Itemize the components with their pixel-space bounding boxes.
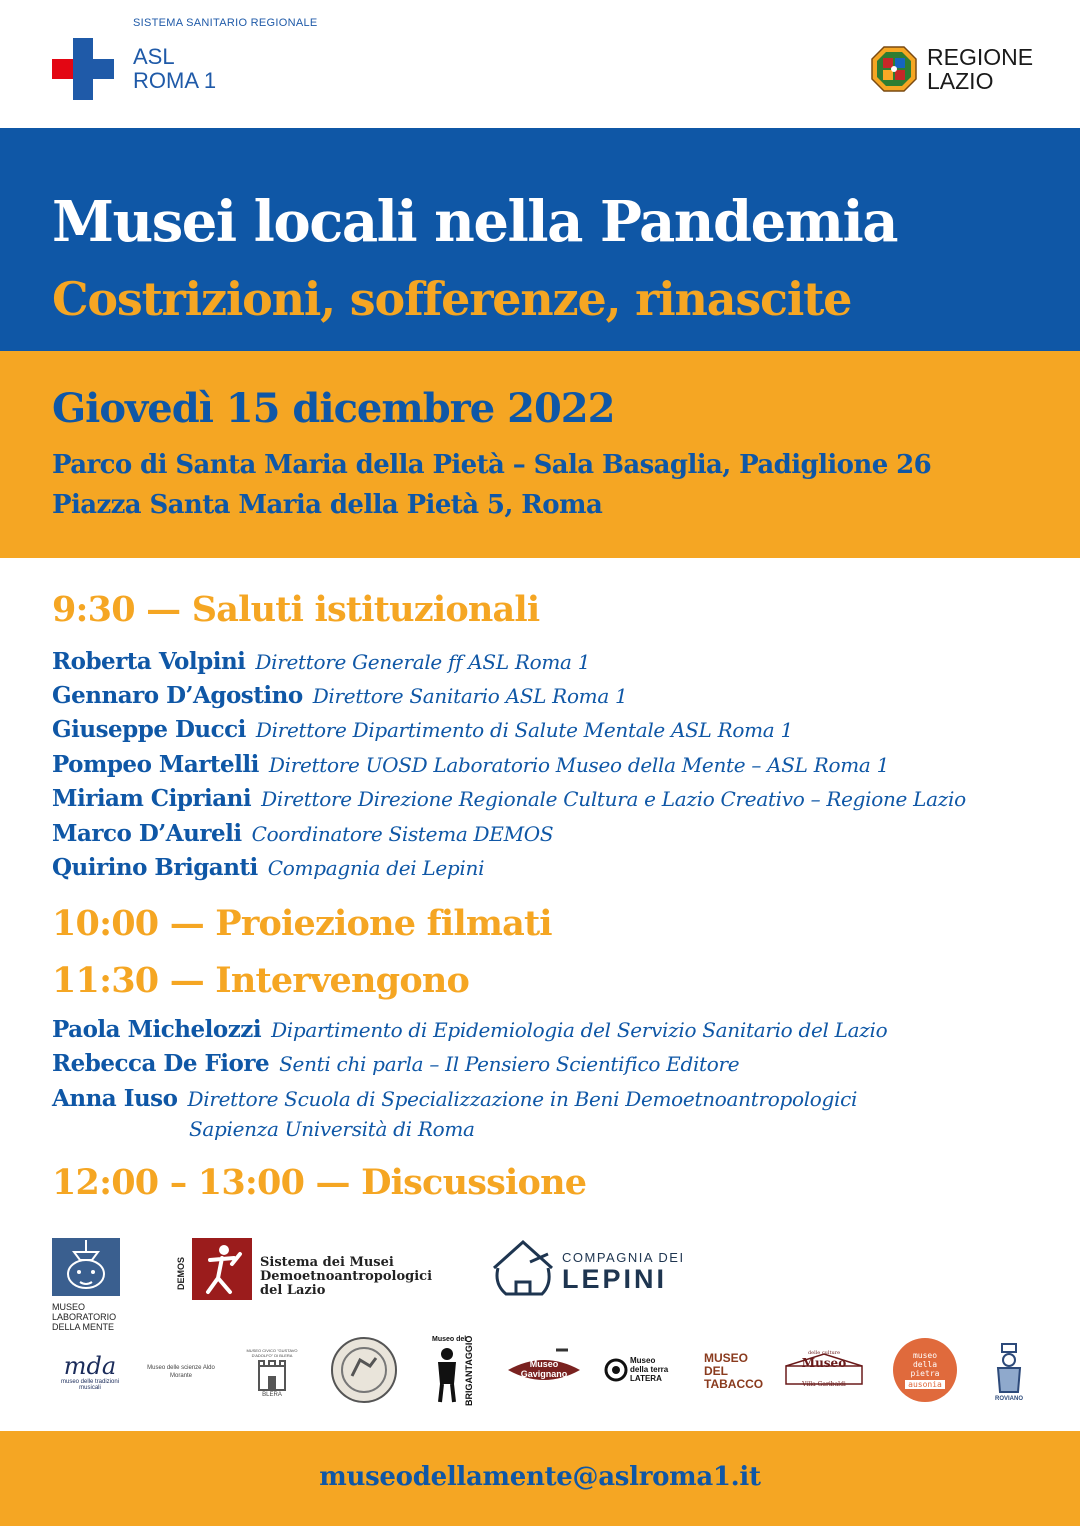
demos-line2: Demoetnoantropologici [260, 1269, 433, 1284]
event-title: Musei locali nella Pandemia [52, 189, 898, 255]
speaker-name: Anna Iuso [52, 1085, 178, 1112]
lepini-house-icon [490, 1238, 556, 1302]
speaker-role: Direttore Generale ff ASL Roma 1 [255, 650, 591, 674]
speaker-name: Gennaro D’Agostino [52, 682, 303, 709]
speaker-row [52, 1016, 887, 1044]
session-heading-saluti: 9:30 — Saluti istituzionali [52, 589, 540, 630]
latera-swirl-icon [604, 1358, 628, 1382]
regione-lazio-text [927, 45, 1033, 93]
asl-line1: ASL [133, 44, 175, 69]
culture-line2: delle culture [807, 1350, 841, 1356]
brigantaggio-side: BRIGANTAGGIO [464, 1335, 474, 1406]
speaker-name: Paola Michelozzi [52, 1016, 262, 1043]
pietra-line3: pietra [910, 1369, 940, 1378]
event-venue-line1: Parco di Santa Maria della Pietà – Sala Basaglia, Padiglione 26 [52, 450, 932, 480]
speaker-role: Direttore Direzione Regionale Cultura e Lazio Creativo – Regione Lazio [261, 787, 966, 811]
speaker-row [52, 716, 793, 744]
page-header [0, 0, 1080, 128]
speaker-row [52, 682, 627, 710]
speaker-name: Rebecca De Fiore [52, 1050, 270, 1077]
speaker-row [52, 1050, 739, 1078]
speaker-row [52, 854, 484, 882]
brigantaggio-top: Museo del [432, 1336, 467, 1343]
tabacco-line1: MUSEO [704, 1350, 749, 1365]
region-line2: LAZIO [927, 68, 994, 94]
museo-terra-latera-logo [604, 1354, 678, 1388]
event-venue-line2: Piazza Santa Maria della Pietà 5, Roma [52, 490, 603, 520]
speaker-name: Pompeo Martelli [52, 751, 259, 778]
pietra-line4: ausonia [905, 1380, 945, 1389]
speaker-row [52, 1085, 857, 1113]
gavignano-text: Museo Gavignano [520, 1359, 568, 1379]
blera-bottom: BLERA [262, 1392, 282, 1398]
speaker-role: Senti chi parla – Il Pensiero Scientifico Editore [279, 1052, 740, 1076]
museo-pietra-logo [893, 1338, 957, 1402]
demos-tag: DEMOS [176, 1256, 186, 1290]
speaker-role: Direttore Dipartimento di Salute Mentale ASL Roma 1 [255, 718, 793, 742]
speaker-name: Roberta Volpini [52, 648, 246, 675]
session-heading-filmati: 10:00 — Proiezione filmati [52, 903, 552, 944]
museo-scienze-text: Museo delle scienze Aldo Morante [147, 1365, 215, 1379]
museo-blera-logo [244, 1340, 300, 1406]
museo-scienze-logo [140, 1354, 222, 1390]
speaker-role: Dipartimento di Epidemiologia del Servizio Sanitario del Lazio [271, 1018, 888, 1042]
contact-email-link[interactable]: museodellamente@aslroma1.it [319, 1462, 761, 1492]
latera-line3: LATERA [630, 1374, 662, 1383]
regione-lazio-emblem-icon [871, 46, 917, 92]
speaker-name: Miriam Cipriani [52, 785, 252, 812]
tabacco-line3: TABACCO [704, 1376, 764, 1391]
museo-tabacco-logo [704, 1348, 764, 1394]
speaker-row [52, 751, 889, 779]
culture-line1: Museo [801, 1356, 847, 1370]
session-heading-discussione: 12:00 – 13:00 — Discussione [52, 1162, 587, 1203]
mda-mark: mda [63, 1352, 117, 1380]
pietra-line1: museo [912, 1351, 938, 1360]
museo-laboratorio-mente-logo [52, 1238, 122, 1330]
speaker-row [52, 648, 590, 676]
tabacco-line2: DEL [704, 1363, 728, 1378]
mda-logo [50, 1350, 130, 1394]
compagnia-lepini-logo [490, 1238, 690, 1304]
asl-system-label: SISTEMA SANITARIO REGIONALE [133, 17, 318, 29]
museo-mente-line3: DELLA MENTE [52, 1322, 115, 1332]
speaker-role: Direttore Scuola di Specializzazione in Beni Demoetnoantropologici [187, 1087, 858, 1111]
museo-roviano-logo [986, 1338, 1032, 1406]
demos-figure-icon [192, 1238, 252, 1300]
speaker-row [52, 820, 553, 848]
speaker-role-continuation: Sapienza Università di Roma [189, 1117, 475, 1141]
museo-mente-head-icon [52, 1238, 120, 1296]
latera-line2: della terra [630, 1365, 669, 1374]
demos-line3: del Lazio [260, 1283, 326, 1298]
event-date: Giovedì 15 dicembre 2022 [52, 385, 615, 432]
speaker-name: Marco D’Aureli [52, 820, 242, 847]
blera-tower-icon [255, 1358, 289, 1392]
pietra-line2: della [912, 1360, 938, 1369]
asl-line2: ROMA 1 [133, 68, 217, 93]
event-subtitle: Costrizioni, sofferenze, rinascite [52, 272, 852, 326]
demos-logo [176, 1238, 446, 1302]
latera-line1: Museo [630, 1356, 656, 1365]
mda-sub: museo delle tradizioni musicali [60, 1379, 120, 1391]
speaker-role: Coordinatore Sistema DEMOS [251, 822, 554, 846]
asl-cross-icon [52, 38, 114, 100]
blera-top: MUSEO CIVICO "GUSTAVO D'ADOLFO" DI BLERA [246, 1348, 298, 1358]
speaker-role: Compagnia dei Lepini [267, 856, 485, 880]
speaker-name: Quirino Briganti [52, 854, 258, 881]
speaker-role: Direttore Sanitario ASL Roma 1 [312, 684, 628, 708]
region-line1: REGIONE [927, 44, 1034, 70]
asl-logo-text [133, 45, 216, 93]
demos-line1: Sistema dei Musei [260, 1255, 394, 1270]
roviano-text: ROVIANO [994, 1396, 1023, 1402]
culture-line3: Villa Garibaldi [802, 1381, 846, 1388]
museo-mente-line2: LABORATORIO [52, 1312, 117, 1322]
speaker-row [52, 785, 966, 813]
speaker-name: Giuseppe Ducci [52, 716, 246, 743]
brigante-figure-icon [432, 1346, 462, 1404]
lepini-line1: COMPAGNIA DEI [562, 1250, 685, 1265]
roviano-figure-icon [992, 1342, 1026, 1396]
museo-brigantaggio-logo [432, 1336, 480, 1406]
session-heading-intervengono: 11:30 — Intervengono [52, 960, 470, 1001]
museo-culture-logo [784, 1346, 864, 1392]
museo-medaglione-icon [330, 1336, 398, 1404]
museo-mente-line1: MUSEO [52, 1302, 86, 1312]
museo-gavignano-logo [506, 1346, 582, 1392]
speaker-role: Direttore UOSD Laboratorio Museo della Mente – ASL Roma 1 [268, 753, 889, 777]
lepini-line2: LEPINI [562, 1264, 668, 1294]
